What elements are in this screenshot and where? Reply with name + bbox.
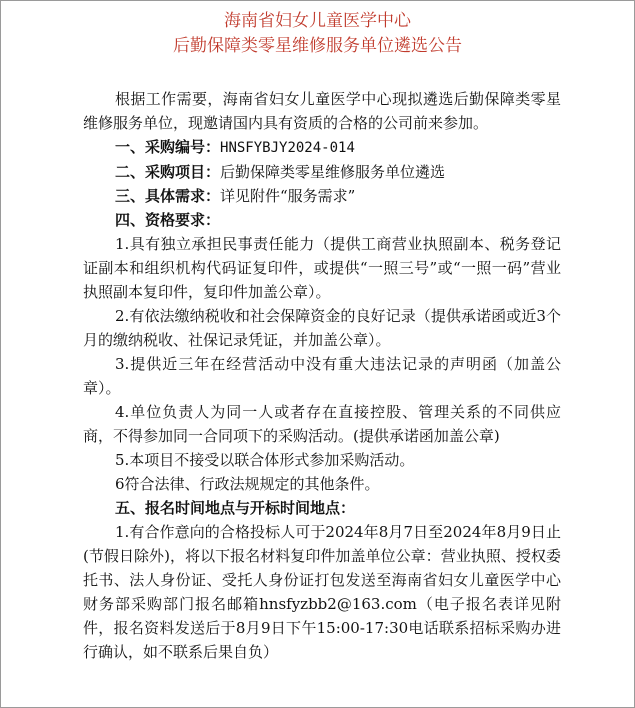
document-title-line1: 海南省妇女儿童医学中心 — [224, 11, 411, 31]
document-title-line2: 后勤保障类零星维修服务单位遴选公告 — [173, 36, 462, 56]
section-label: 三、具体需求： — [115, 187, 221, 205]
section-qualifications — [83, 208, 561, 232]
qualification-item: 4.单位负责人为同一人或者存在直接控股、管理关系的不同供应商，不得参加同一合同项下的采购活动。(提供承诺函加盖公章) — [83, 403, 561, 445]
section-label: 五、报名时间地点与开标时间地点： — [115, 499, 356, 517]
requirements-detail: 详见附件“服务需求” — [220, 187, 356, 205]
qualification-item: 2.有依法缴纳税收和社会保障资金的良好记录（提供承诺函或近3个月的缴纳税收、社保记录凭证，并加盖公章）。 — [83, 307, 561, 349]
section-procurement-number — [83, 135, 561, 160]
procurement-number: HNSFYBJY2024-014 — [220, 140, 355, 156]
document-body — [83, 87, 561, 664]
section-registration — [83, 496, 561, 520]
section-label: 二、采购项目： — [115, 163, 221, 181]
section-label: 一、采购编号： — [115, 138, 221, 156]
qualification-item: 6符合法律、行政法规规定的其他条件。 — [115, 475, 380, 493]
qualification-item: 3.提供近三年在经营活动中没有重大违法记录的声明函（加盖公章）。 — [83, 355, 561, 397]
registration-item: 1.有合作意向的合格投标人可于2024年8月7日至2024年8月9日止(节假日除外)，将以下报名材料复印件加盖单位公章：营业执照、授权委托书、法人身份证、受托人身份证打包发送至海南省妇女儿童医学中心财务部采购部门报名邮箱hnsfyzbb2@163.com（电子报名表详见附件，报名资料发送后于8月9日下午15:00-17:30电话联系招标采购办进行确认，如不联系后果自负） — [83, 523, 561, 661]
procurement-project: 后勤保障类零星维修服务单位遴选 — [220, 163, 446, 181]
section-requirements — [83, 184, 561, 208]
qualification-item: 1.具有独立承担民事责任能力（提供工商营业执照副本、税务登记证副本和组织机构代码证复印件，或提供“一照三号”或“一照一码”营业执照副本复印件，复印件加盖公章）。 — [83, 235, 561, 301]
section-procurement-project — [83, 160, 561, 184]
qualification-item: 5.本项目不接受以联合体形式参加采购活动。 — [115, 451, 415, 469]
section-label: 四、资格要求： — [115, 211, 221, 229]
intro-paragraph: 根据工作需要，海南省妇女儿童医学中心现拟遴选后勤保障类零星维修服务单位，现邀请国内具有资质的合格的公司前来参加。 — [83, 90, 561, 132]
